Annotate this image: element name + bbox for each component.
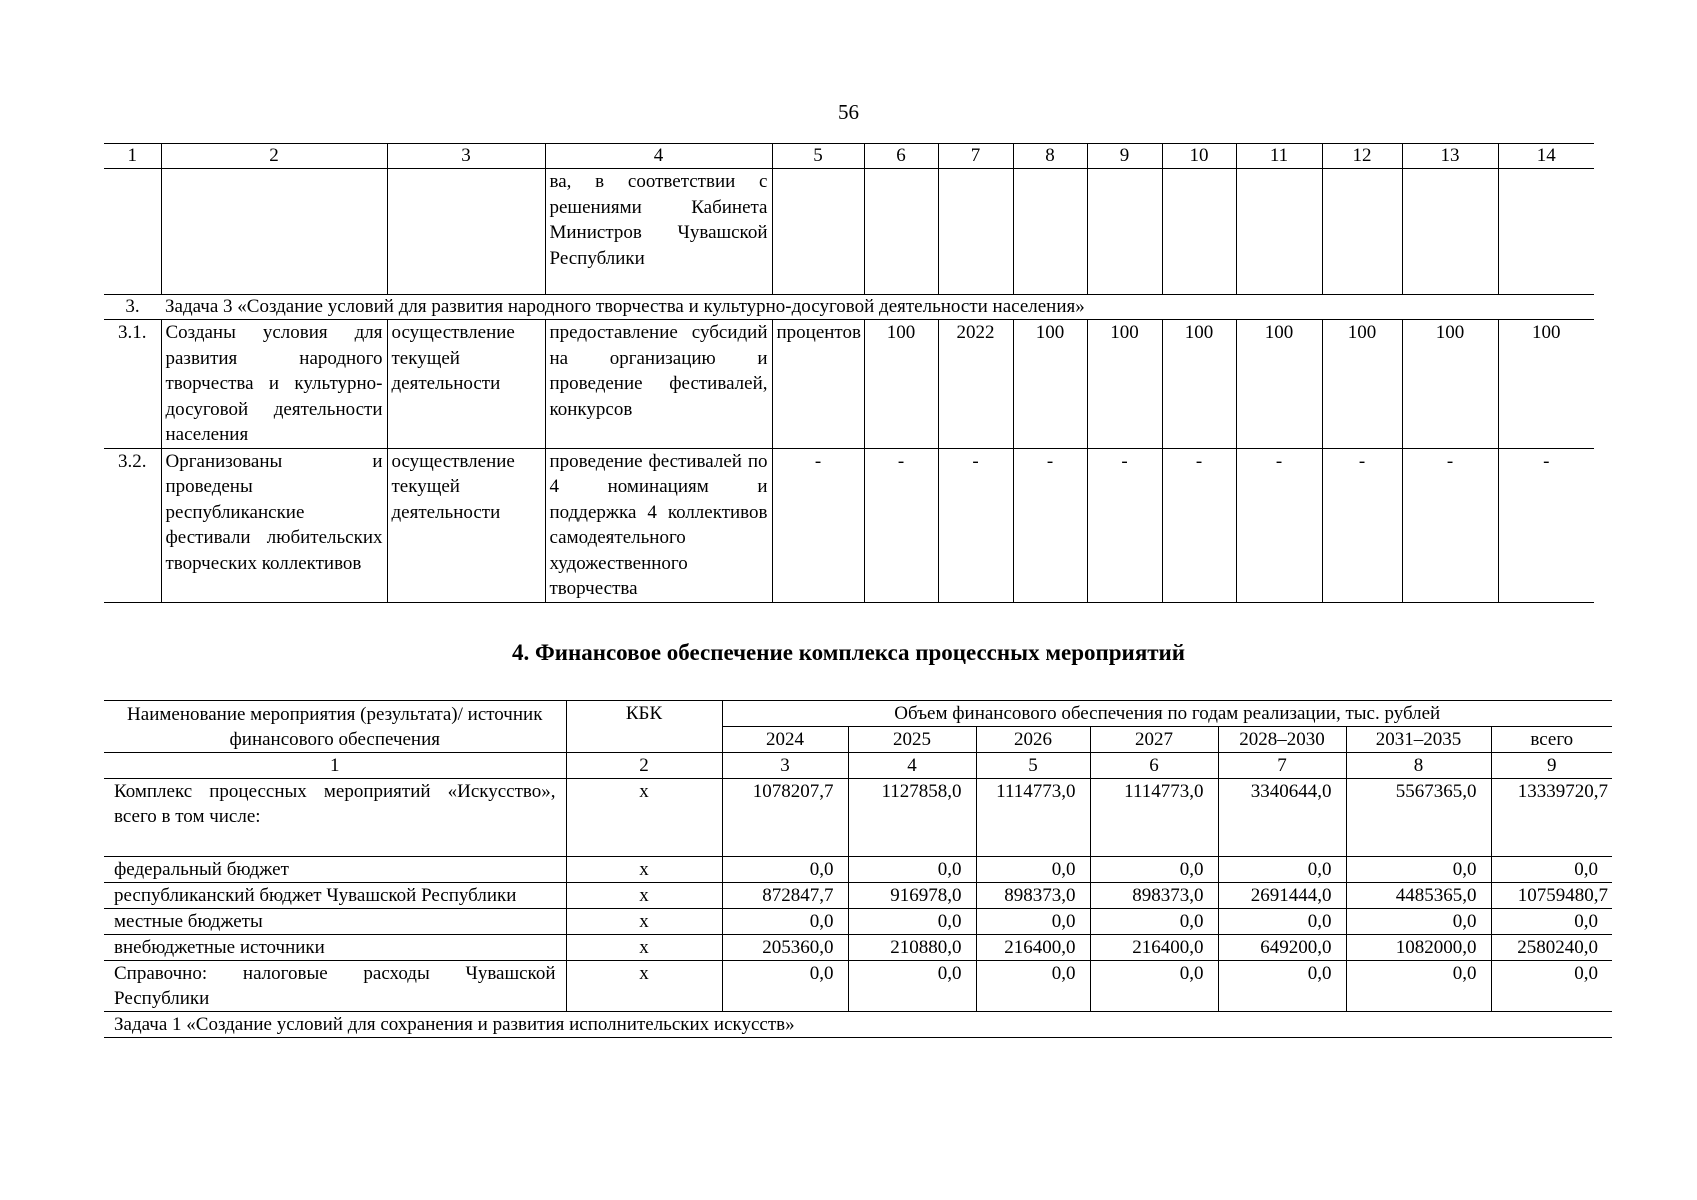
volume-header: Объем финансового обеспечения по годам реализации, тыс. рублей	[722, 701, 1612, 727]
col-number: 1	[104, 753, 566, 779]
indicators-table	[104, 143, 1594, 603]
table-row	[104, 857, 1612, 883]
col-number: 14	[1498, 144, 1594, 169]
value-cell: 1078207,7	[722, 779, 848, 857]
row-name: Комплекс процессных мероприятий «Искусство», всего в том числе:	[104, 779, 566, 857]
col-number: 9	[1087, 144, 1162, 169]
kbk-cell: х	[566, 909, 722, 935]
value-cell: 0,0	[848, 909, 976, 935]
value-cell: 0,0	[976, 961, 1090, 1012]
financing-table	[104, 700, 1612, 1038]
unit-cell: процентов	[772, 320, 864, 449]
kbk-cell: х	[566, 779, 722, 857]
value-cell: 916978,0	[848, 883, 976, 909]
value-cell: 872847,7	[722, 883, 848, 909]
col-number: 2	[161, 144, 387, 169]
page-number: 56	[838, 100, 859, 124]
table-row	[104, 448, 1594, 602]
total-cell: 0,0	[1491, 857, 1612, 883]
col-number: 4	[545, 144, 772, 169]
value-cell: -	[938, 448, 1013, 602]
result-cell: Организованы и проведены республиканские фестивали любительских творческих коллективов	[161, 448, 387, 602]
value-cell: 100	[1236, 320, 1322, 449]
col-number: 5	[976, 753, 1090, 779]
table-row	[104, 779, 1612, 857]
col-number: 6	[1090, 753, 1218, 779]
table-row	[104, 883, 1612, 909]
col-number: 7	[938, 144, 1013, 169]
table-row	[104, 909, 1612, 935]
year-header: 2031–2035	[1346, 727, 1491, 753]
value-cell: 0,0	[1218, 857, 1346, 883]
value-cell: 0,0	[976, 857, 1090, 883]
type-cell: осуществление текущей деятельности	[387, 448, 545, 602]
task-title: Задача 3 «Создание условий для развития народного творчества и культурно-досуговой деятельности населения»	[161, 295, 1594, 320]
value-cell: 0,0	[1090, 909, 1218, 935]
description-cell: предоставление субсидий на организацию и проведение фестивалей, конкурсов	[545, 320, 772, 449]
value-cell: -	[1013, 448, 1087, 602]
value-cell: 216400,0	[976, 935, 1090, 961]
value-cell: -	[1498, 448, 1594, 602]
total-cell: 10759480,7	[1491, 883, 1612, 909]
value-cell: 210880,0	[848, 935, 976, 961]
value-cell: -	[1087, 448, 1162, 602]
task-row	[104, 1012, 1612, 1038]
value-cell: 0,0	[848, 961, 976, 1012]
value-cell: 216400,0	[1090, 935, 1218, 961]
value-cell: 3340644,0	[1218, 779, 1346, 857]
value-cell: -	[864, 448, 938, 602]
section-title: 4. Финансовое обеспечение комплекса процессных мероприятий	[511, 640, 1186, 665]
col-number: 11	[1236, 144, 1322, 169]
year-header: 2024	[722, 727, 848, 753]
value-cell: -	[1322, 448, 1402, 602]
row-number: 3.1.	[104, 320, 161, 449]
kbk-header: КБК	[566, 701, 722, 753]
value-cell: 100	[1013, 320, 1087, 449]
table-header-row	[104, 144, 1594, 169]
col-number: 4	[848, 753, 976, 779]
value-cell: 898373,0	[976, 883, 1090, 909]
value-cell: 100	[1402, 320, 1498, 449]
value-cell: 1127858,0	[848, 779, 976, 857]
total-cell: 0,0	[1491, 961, 1612, 1012]
value-cell: 0,0	[1090, 857, 1218, 883]
kbk-cell: х	[566, 883, 722, 909]
row-name: Справочно: налоговые расходы Чувашской Республики	[104, 961, 566, 1012]
value-cell: 0,0	[1090, 961, 1218, 1012]
unit-cell: -	[772, 448, 864, 602]
total-cell: 13339720,7	[1491, 779, 1612, 857]
table-header-row	[104, 701, 1612, 727]
value-cell: 4485365,0	[1346, 883, 1491, 909]
task-title: Задача 1 «Создание условий для сохранения и развития исполнительских искусств»	[104, 1012, 1612, 1038]
value-cell: 1082000,0	[1346, 935, 1491, 961]
year-header: 2026	[976, 727, 1090, 753]
col-number: 12	[1322, 144, 1402, 169]
value-cell: 649200,0	[1218, 935, 1346, 961]
col-number: 3	[387, 144, 545, 169]
name-header: Наименование мероприятия (результата)/ источник финансового обеспечения	[104, 701, 566, 753]
value-cell: 0,0	[722, 857, 848, 883]
kbk-cell: х	[566, 961, 722, 1012]
col-number: 7	[1218, 753, 1346, 779]
col-number: 2	[566, 753, 722, 779]
total-header: всего	[1491, 727, 1612, 753]
value-cell: 100	[1498, 320, 1594, 449]
result-cell: Созданы условия для развития народного творчества и культурно-досуговой деятельности населения	[161, 320, 387, 449]
value-cell: 0,0	[976, 909, 1090, 935]
row-name: республиканский бюджет Чувашской Республики	[104, 883, 566, 909]
value-cell: 0,0	[1218, 909, 1346, 935]
year-header: 2025	[848, 727, 976, 753]
col-number: 9	[1491, 753, 1612, 779]
value-cell: 100	[1162, 320, 1236, 449]
task-number: 3.	[104, 295, 161, 320]
row-name: местные бюджеты	[104, 909, 566, 935]
description-cell: ва, в соответствии с решениями Кабинета Министров Чувашской Республики	[545, 169, 772, 295]
value-cell: 2691444,0	[1218, 883, 1346, 909]
col-number: 1	[104, 144, 161, 169]
value-cell: -	[1162, 448, 1236, 602]
value-cell: 0,0	[1346, 909, 1491, 935]
row-name: федеральный бюджет	[104, 857, 566, 883]
col-number: 13	[1402, 144, 1498, 169]
value-cell: -	[1402, 448, 1498, 602]
kbk-cell: х	[566, 935, 722, 961]
value-cell: 0,0	[722, 961, 848, 1012]
value-cell: 2022	[938, 320, 1013, 449]
table-row	[104, 320, 1594, 449]
value-cell: 100	[864, 320, 938, 449]
value-cell: 0,0	[1346, 961, 1491, 1012]
col-number: 3	[722, 753, 848, 779]
col-number: 8	[1346, 753, 1491, 779]
value-cell: 0,0	[1346, 857, 1491, 883]
total-cell: 0,0	[1491, 909, 1612, 935]
table-row	[104, 935, 1612, 961]
value-cell: 0,0	[848, 857, 976, 883]
value-cell: 5567365,0	[1346, 779, 1491, 857]
col-number: 5	[772, 144, 864, 169]
description-cell: проведение фестивалей по 4 номинациям и поддержка 4 коллективов самодеятельного художественного творчества	[545, 448, 772, 602]
type-cell: осуществление текущей деятельности	[387, 320, 545, 449]
col-number: 8	[1013, 144, 1087, 169]
task-row	[104, 295, 1594, 320]
total-cell: 2580240,0	[1491, 935, 1612, 961]
value-cell: 0,0	[722, 909, 848, 935]
column-numbers-row	[104, 753, 1612, 779]
value-cell: 100	[1087, 320, 1162, 449]
value-cell: 1114773,0	[1090, 779, 1218, 857]
kbk-cell: х	[566, 857, 722, 883]
col-number: 10	[1162, 144, 1236, 169]
table-row	[104, 169, 1594, 295]
table-row	[104, 961, 1612, 1012]
year-header: 2028–2030	[1218, 727, 1346, 753]
value-cell: 100	[1322, 320, 1402, 449]
value-cell: 205360,0	[722, 935, 848, 961]
value-cell: 1114773,0	[976, 779, 1090, 857]
row-name: внебюджетные источники	[104, 935, 566, 961]
value-cell: 898373,0	[1090, 883, 1218, 909]
col-number: 6	[864, 144, 938, 169]
value-cell: 0,0	[1218, 961, 1346, 1012]
row-number: 3.2.	[104, 448, 161, 602]
value-cell: -	[1236, 448, 1322, 602]
year-header: 2027	[1090, 727, 1218, 753]
